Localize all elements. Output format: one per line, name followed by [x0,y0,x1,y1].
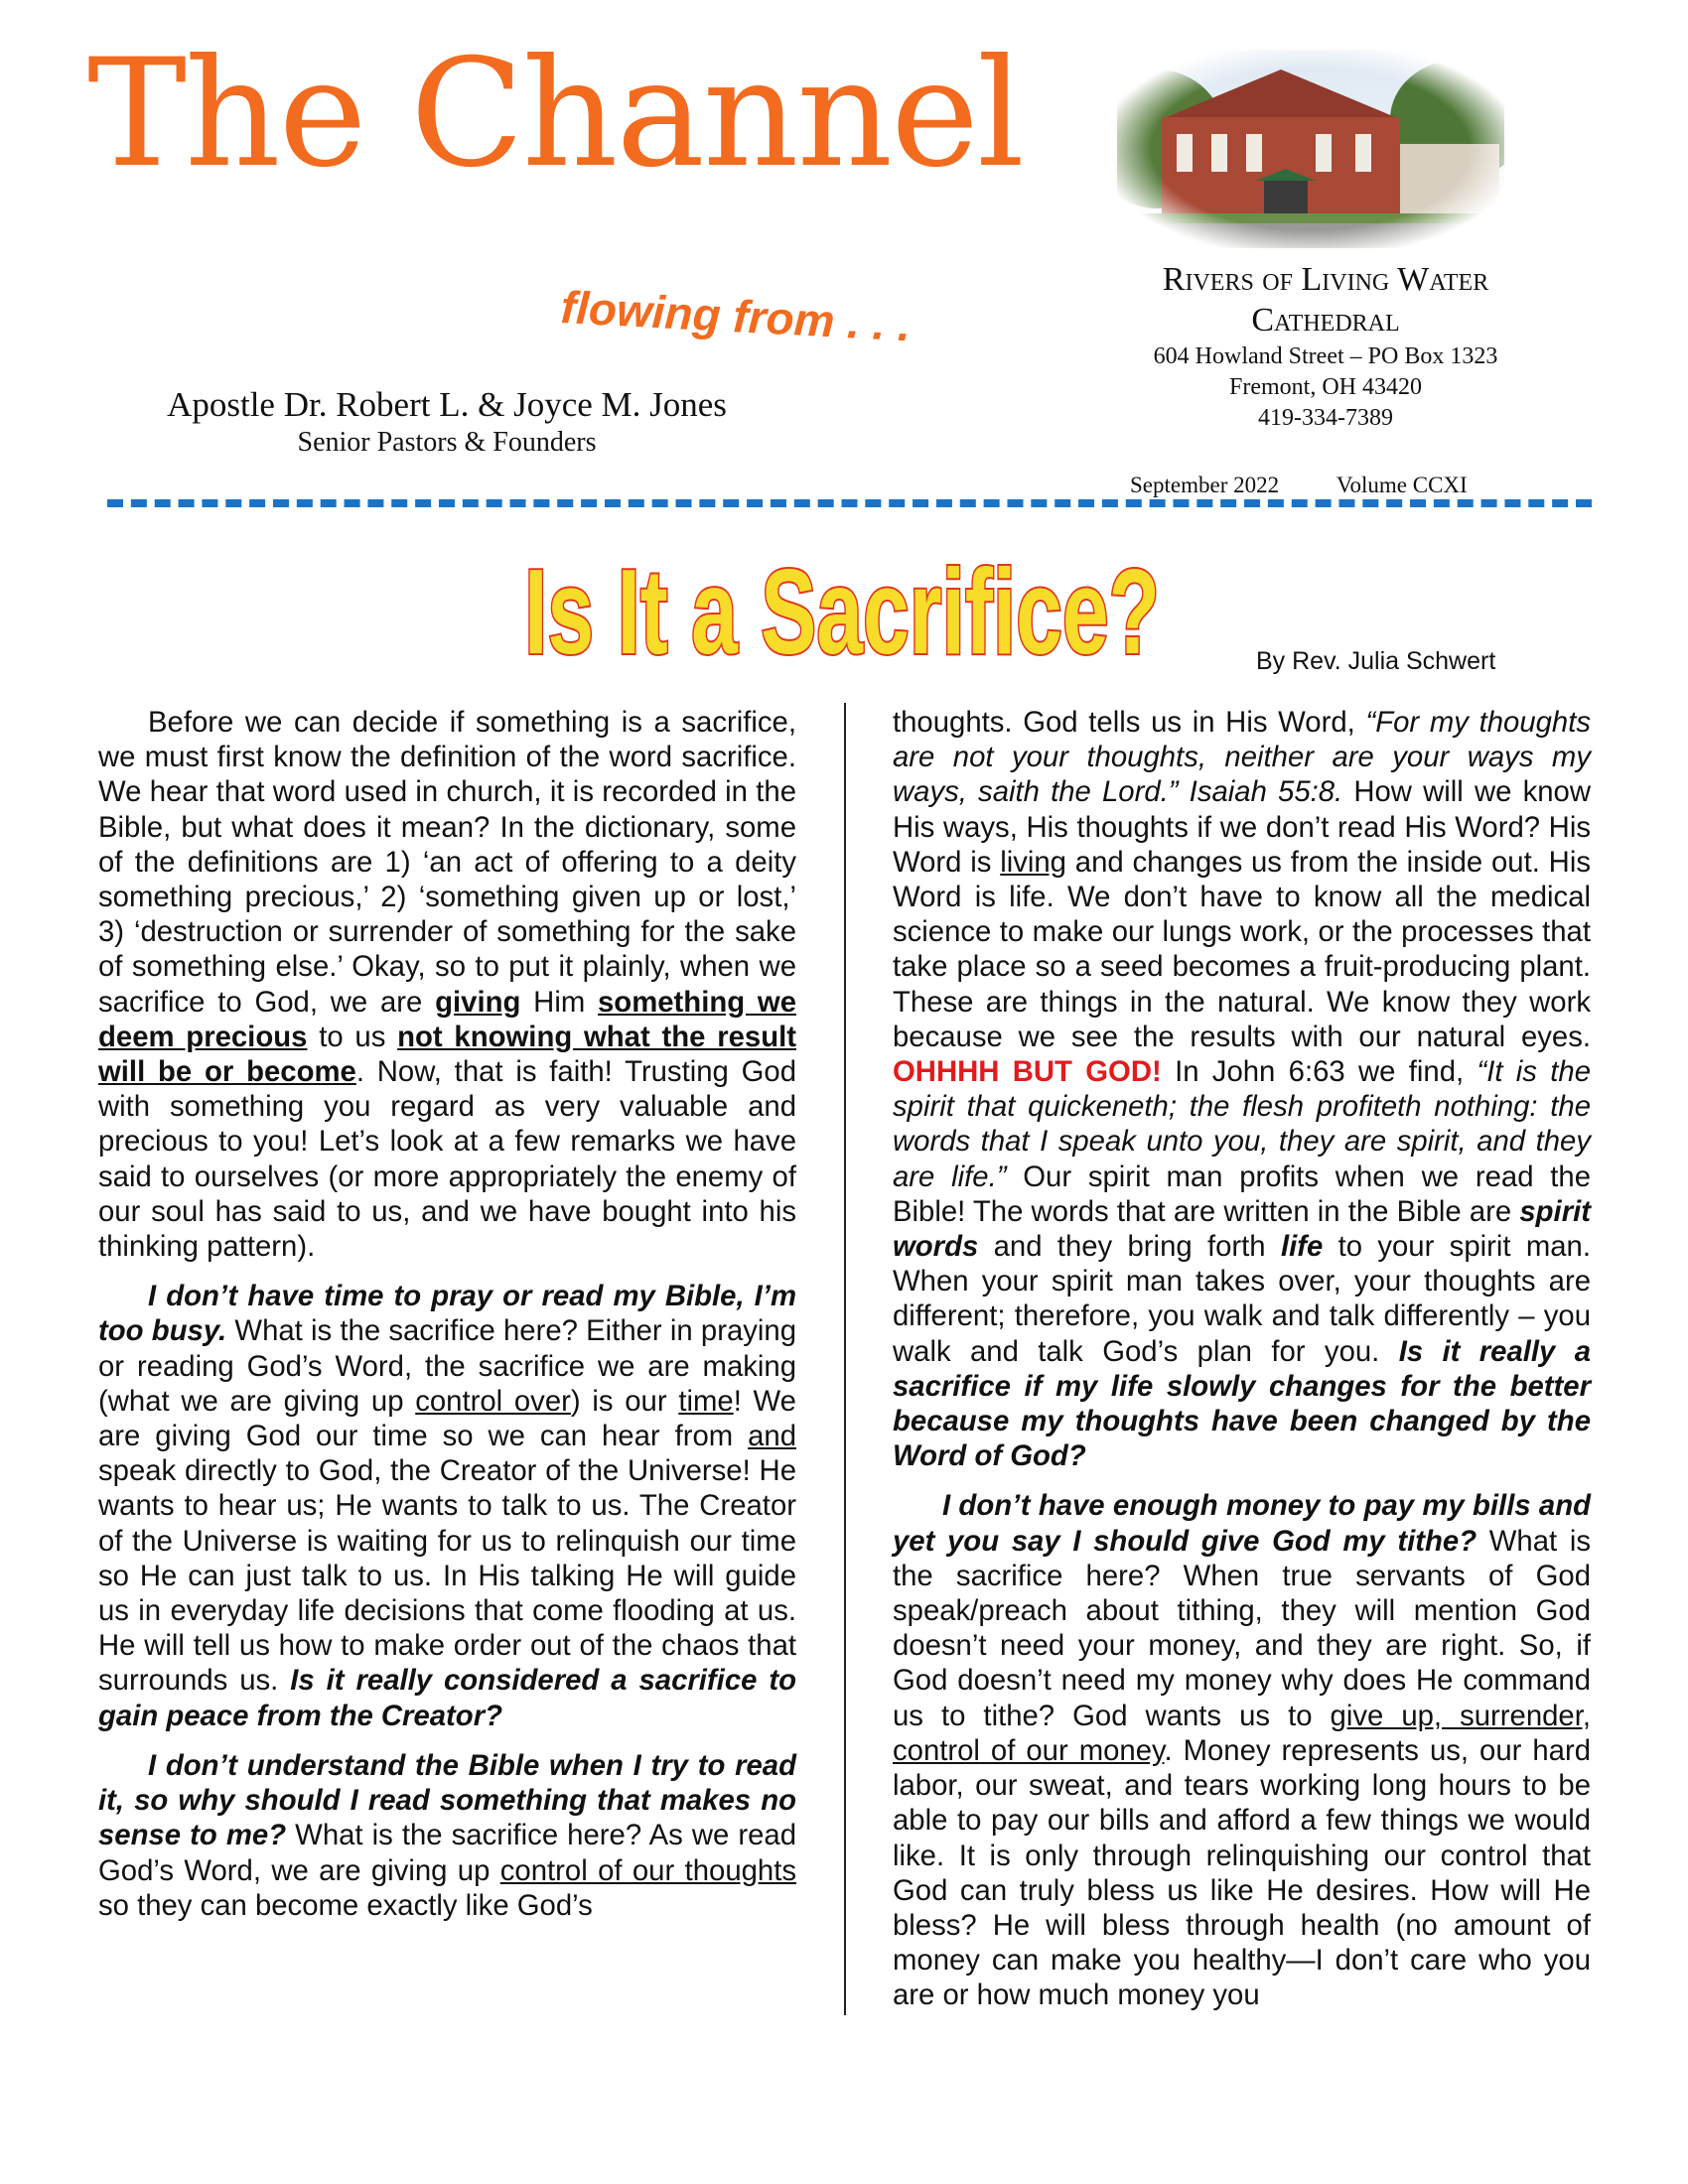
underlined-text: time [678,1384,734,1418]
text-run: What is the sacrifice here? As we read God’s Word, we are giving up [98,1819,796,1887]
question-emphasis: Is it really considered a sacrifice to gain peace from the Creator? [98,1664,797,1732]
issue-line [1130,473,1468,498]
emphasis-spirit-words: spirit words [893,1194,1591,1264]
article-column-left [98,705,796,1938]
text-run: Before we can decide if something is a sacrifice, we must first know the definition of the word sacrifice. We hear that word used in church, it is recorded in the Bible, but what does it mean? In the dictionary, some of the definitions are 1) ‘an act of offering to a deity something precious,’ 2) ‘something given up or lost,’ 3) ‘destruction or surrender of something for the sake of something else.’ Okay, so to put it plainly, when we sacrifice to God, we are [98,706,796,1019]
text-run: to us [307,1020,398,1053]
church-phone: 419-334-7389 [1258,404,1393,431]
text-run: so they can become exactly like God’s [98,1888,593,1922]
question-emphasis: Is it really a sacrifice if my life slowly changes for the better because my thoughts have been changed by the Word of God? [893,1334,1592,1473]
text-run: ! We are giving God our time so we can hear from [98,1384,796,1453]
underlined-text: and [748,1420,796,1453]
church-name-line2: Cathedral [1251,301,1400,339]
article-headline [516,536,1172,680]
text-run: How will we know His ways, His thoughts if we don’t read His Word? His Word is [893,775,1591,879]
text-run: What is the sacrifice here? Either in praying or reading God’s Word, the sacrifice we are making (what we are giving up [98,1314,796,1418]
text-run: to your spirit man. When your spirit man takes over, your thoughts are different; therefore, you walk and talk differently – you walk and talk God’s plan for you. [893,1230,1591,1368]
right-paragraph-1 [893,705,1591,1473]
article-byline: By Rev. Julia Schwert [1256,647,1496,675]
emphasis-precious: something we deem precious [98,985,796,1053]
issue-date: September 2022 [1130,473,1280,497]
newsletter-title: The Channel [87,28,1023,201]
church-address-city: Fremont, OH 43420 [1229,373,1422,400]
text-run: and they bring forth [978,1230,1281,1264]
emphasis-life: life [1280,1230,1324,1264]
right-paragraph-2 [893,1488,1591,2012]
left-paragraph-1 [98,705,796,1264]
text-run: thoughts. God tells us in His Word, [893,706,1366,739]
text-run: speak directly to God, the Creator of the Universe! He wants to hear us; He wants to talk to us. The Creator of the Universe is waiting for us to relinquish our time so He can just talk to us. In His talking He will guide us in everyday life decisions that come flooding at us. He will tell us how to make order out of the chaos that surrounds us. [98,1454,796,1698]
red-exclamation: OHHHH BUT GOD! [893,1055,1162,1089]
article-headline-text: Is It a Sacrifice? [524,544,1160,675]
church-address-street: 604 Howland Street – PO Box 1323 [1153,342,1498,369]
underlined-text: give up, surrender, control of our money [893,1699,1591,1767]
underlined-text: control of our thoughts [499,1853,797,1887]
dashed-divider [107,499,1592,507]
article-column-right [893,705,1591,2028]
left-paragraph-2 [98,1279,796,1733]
scripture-quote: “For my thoughts are not your thoughts, neither are your ways my ways, saith the Lord.” Isaiah 55:8. [893,706,1591,809]
scripture-quote: “It is the spirit that quickeneth; the flesh profiteth nothing: the words that I speak unto you, they are spirit, and they are life.” [893,1055,1591,1193]
emphasis-result: not knowing what the result will be or become [98,1020,797,1089]
text-run: and changes us from the inside out. His Word is life. We don’t have to know all the medical science to make our lungs work, or the processes that take place so a seed becomes a fruit-producing plant. These are things in the natural. We know they work because we see the results with our natural eyes. [893,845,1591,1053]
remark-heading: I don’t have time to pray or read my Bible, I’m too busy. [98,1280,796,1348]
pastors-block [129,385,765,459]
text-run: In John 6:63 we find, [1161,1055,1477,1089]
church-info [1077,260,1574,434]
church-photo [1117,50,1504,248]
underlined-text: control over [415,1384,571,1418]
text-run: . Now, that is faith! Trusting God with something you regard as very valuable and precious to you! Let’s look at a few remarks we have said to ourselves (or more appropriately the enemy of our soul has said to us, and we have bought into his thinking pattern). [98,1055,796,1264]
text-run: . Money represents us, our hard labor, our sweat, and tears working long hours to be able to pay our bills and afford a few things we would like. It is only through relinquishing our control that God can truly bless us like He desires. How will He bless? He will bless through health (no amount of money can make you healthy—I don’t care who you are or how much money you [893,1733,1592,2012]
church-name-line1: Rivers of Living Water [1162,261,1489,298]
text-run: ) is our [570,1384,679,1418]
issue-volume: Volume CCXI [1336,473,1468,497]
pastors-names: Apostle Dr. Robert L. & Joyce M. Jones [167,385,727,424]
tagline: flowing from . . . [559,281,913,351]
text-run: What is the sacrifice here? When true servants of God speak/preach about tithing, they will mention God doesn’t need your money, and they are right. So, if God doesn’t need my money why does He command us to tithe? God wants us to [893,1524,1591,1732]
pastors-role: Senior Pastors & Founders [297,427,597,458]
text-run: Our spirit man profits when we read the Bible! The words that are written in the Bible are [893,1160,1591,1228]
text-run: Him [520,985,599,1019]
underlined-text: living [1000,845,1066,879]
remark-heading: I don’t have enough money to pay my bills and yet you say I should give God my tithe? [893,1489,1591,1558]
remark-heading: I don’t understand the Bible when I try to read it, so why should I read something that makes no sense to me? [98,1748,796,1852]
left-paragraph-3 [98,1748,796,1923]
emphasis-giving: giving [435,985,521,1019]
column-rule [844,703,846,2015]
